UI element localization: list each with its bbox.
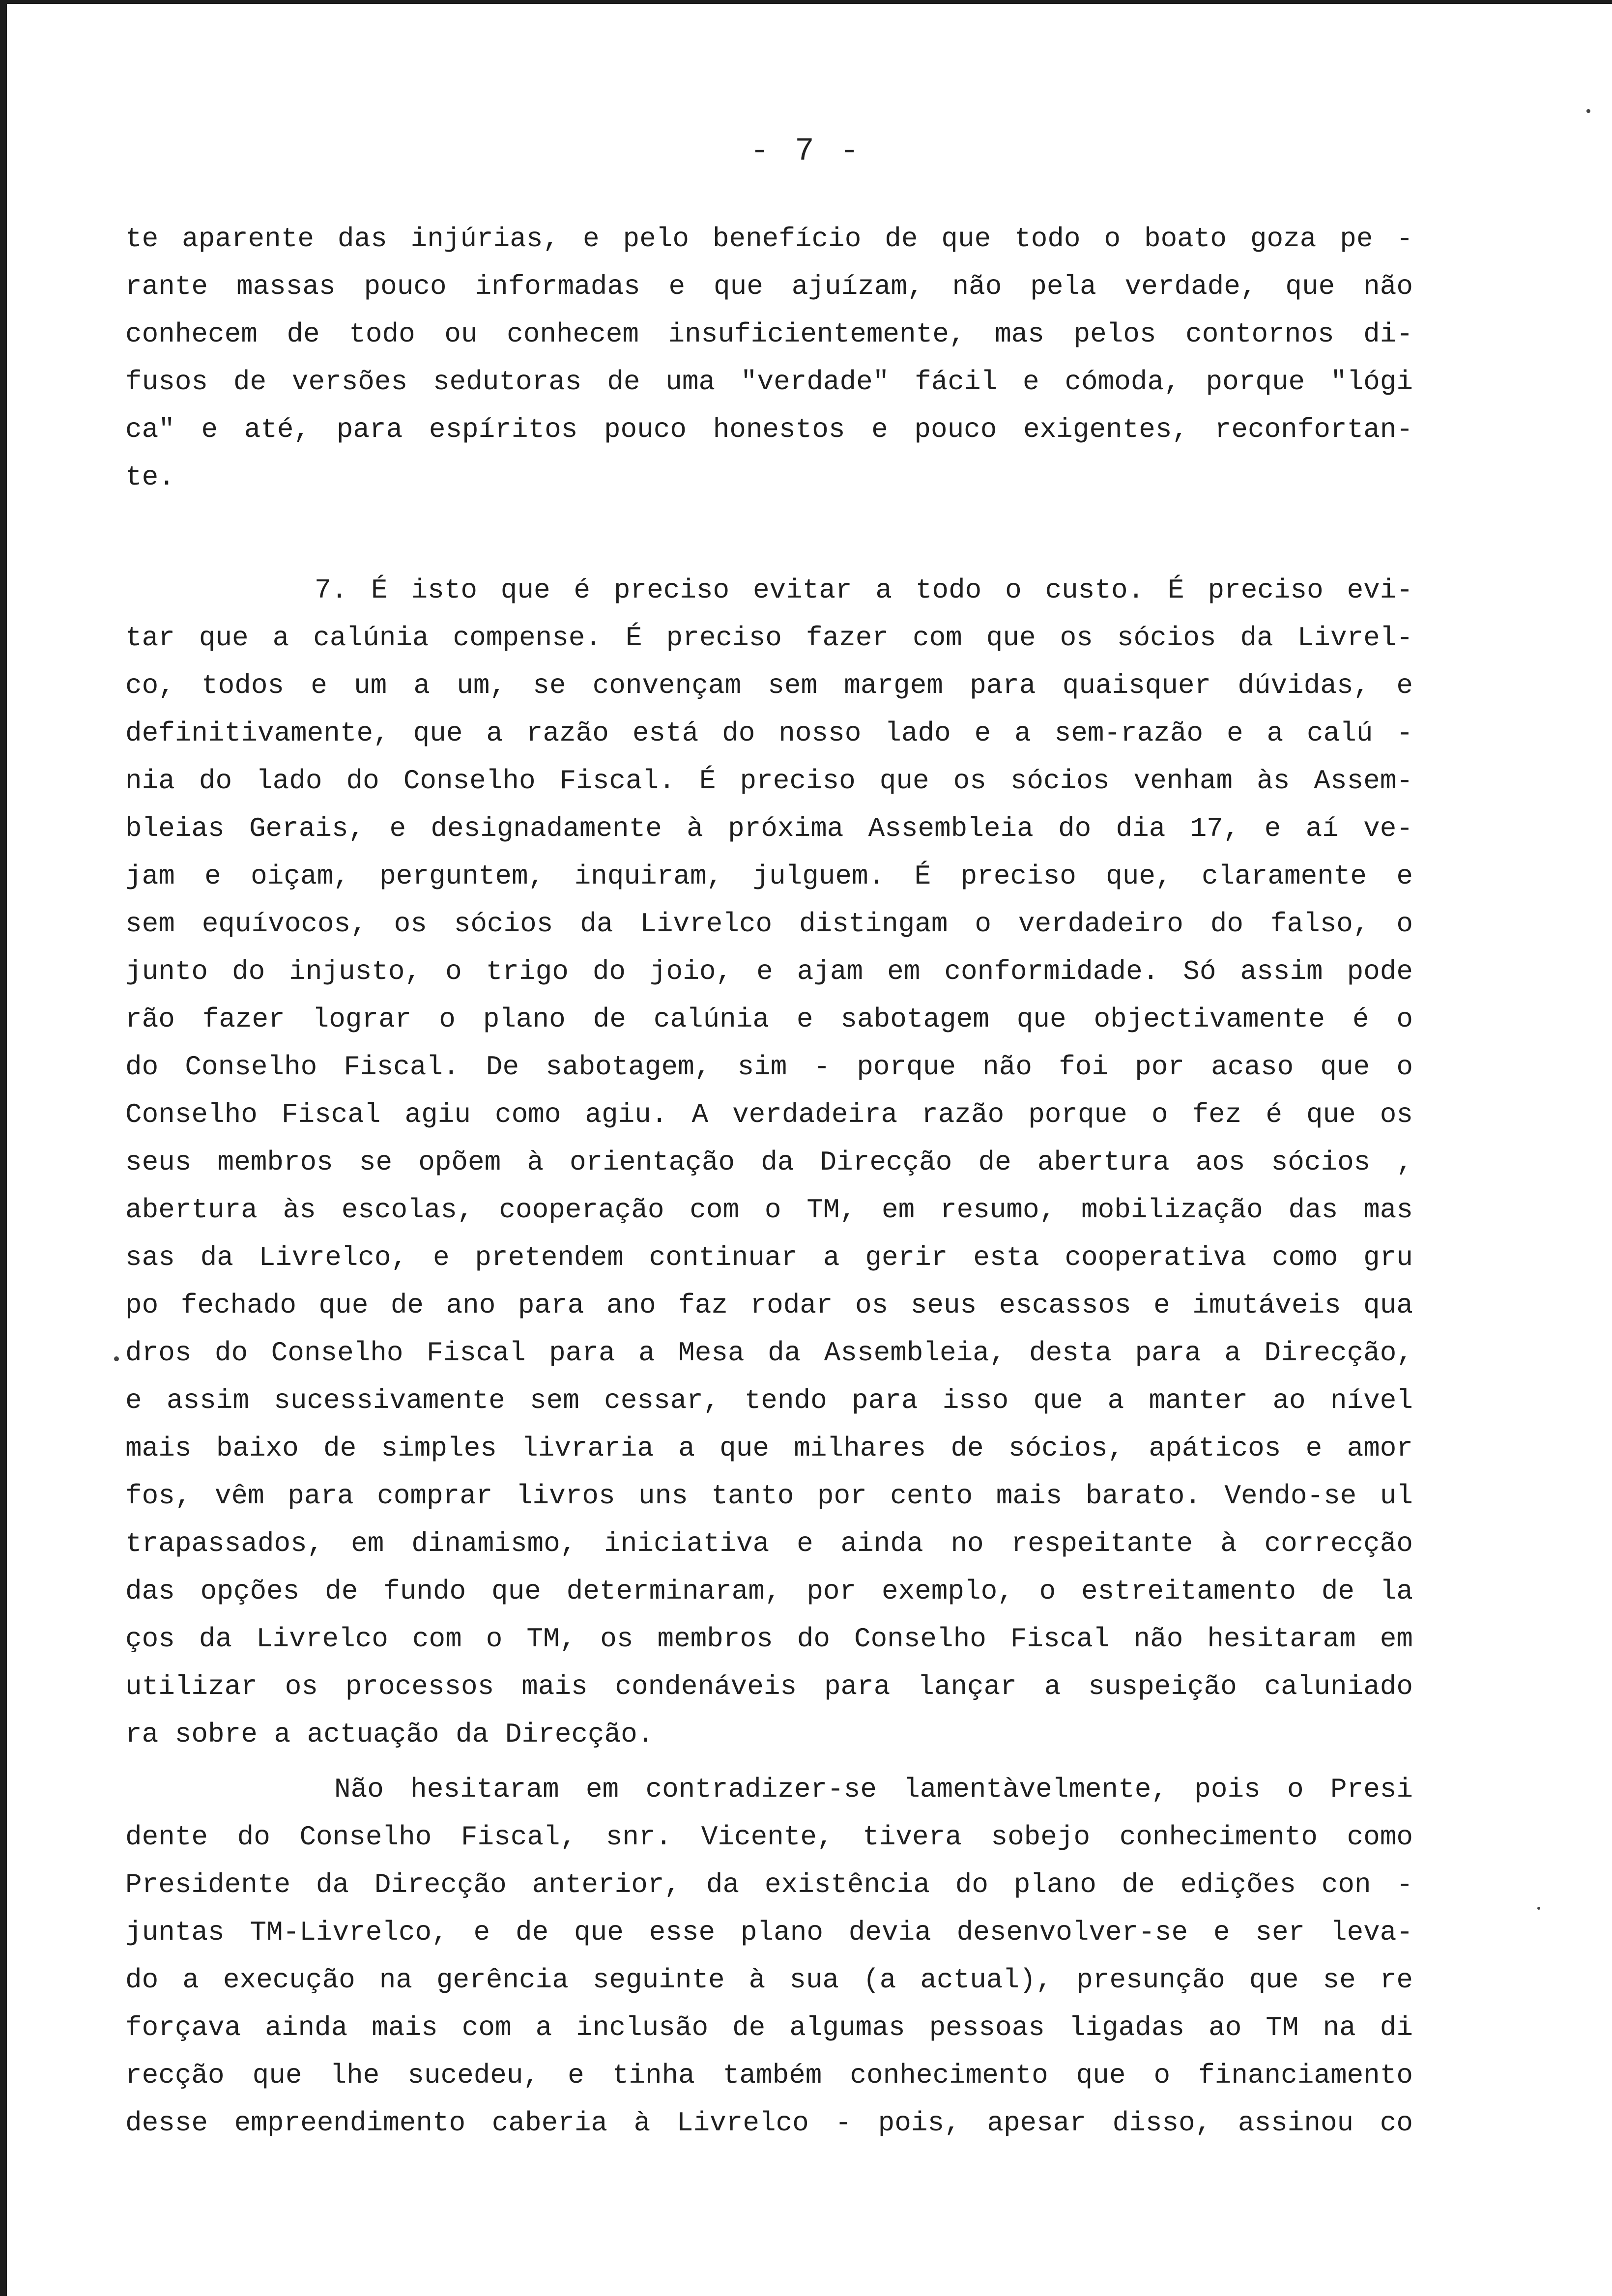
- text-line: sem equívocos, os sócios da Livrelco distingam o verdadeiro do falso, o: [125, 908, 1413, 940]
- text-line: fusos de versões sedutoras de uma "verdade" fácil e cómoda, porque "lógi: [125, 366, 1413, 398]
- scan-speck: [114, 1356, 119, 1361]
- text-line: po fechado que de ano para ano faz rodar os seus escassos e imutáveis qua: [125, 1290, 1413, 1321]
- text-line: bleias Gerais, e designadamente à próxima Assembleia do dia 17, e aí ve-: [125, 813, 1413, 844]
- text-line: conhecem de todo ou conhecem insuficientemente, mas pelos contornos di-: [125, 318, 1413, 350]
- text-line: recção que lhe sucedeu, e tinha também conhecimento que o financiamento: [125, 2060, 1413, 2091]
- text-line: te.: [125, 461, 175, 493]
- text-line: nia do lado do Conselho Fiscal. É preciso que os sócios venham às Assem-: [125, 765, 1413, 797]
- text-line: Conselho Fiscal agiu como agiu. A verdadeira razão porque o fez é que os: [125, 1099, 1413, 1130]
- text-line: trapassados, em dinamismo, iniciativa e ainda no respeitante à correcção: [125, 1528, 1413, 1559]
- text-line: juntas TM-Livrelco, e de que esse plano devia desenvolver-se e ser leva-: [125, 1917, 1413, 1948]
- text-line: desse empreendimento caberia à Livrelco - pois, apesar disso, assinou co: [125, 2107, 1413, 2139]
- text-line: utilizar os processos mais condenáveis para lançar a suspeição caluniado: [125, 1671, 1413, 1702]
- text-line: ra sobre a actuação da Direcção.: [125, 1719, 654, 1750]
- scan-edge-top: [0, 0, 1612, 4]
- text-line: das opções de fundo que determinaram, por exemplo, o estreitamento de la: [125, 1576, 1413, 1607]
- scan-edge-left: [0, 0, 7, 2296]
- text-line: junto do injusto, o trigo do joio, e ajam em conformidade. Só assim pode: [125, 956, 1413, 987]
- text-line: tar que a calúnia compense. É preciso fazer com que os sócios da Livrel-: [125, 622, 1413, 654]
- text-line: co, todos e um a um, se convençam sem margem para quaisquer dúvidas, e: [125, 670, 1413, 701]
- text-line: rão fazer lograr o plano de calúnia e sabotagem que objectivamente é o: [125, 1004, 1413, 1035]
- paragraph-start: 7. É isto que é preciso evitar a todo o custo. É preciso evi-: [315, 574, 1413, 606]
- text-line: rante massas pouco informadas e que ajuízam, não pela verdade, que não: [125, 271, 1413, 302]
- text-line: seus membros se opõem à orientação da Direcção de abertura aos sócios ,: [125, 1147, 1413, 1178]
- text-line: dros do Conselho Fiscal para a Mesa da Assembleia, desta para a Direcção,: [125, 1337, 1413, 1369]
- text-line: mais baixo de simples livraria a que milhares de sócios, apáticos e amor: [125, 1433, 1413, 1464]
- text-line: dente do Conselho Fiscal, snr. Vicente, tivera sobejo conhecimento como: [125, 1821, 1413, 1853]
- text-line: forçava ainda mais com a inclusão de algumas pessoas ligadas ao TM na di: [125, 2012, 1413, 2043]
- page-number: - 7 -: [749, 133, 863, 170]
- paragraph-start: Não hesitaram em contradizer-se lamentàvelmente, pois o Presi: [334, 1774, 1413, 1805]
- text-line: sas da Livrelco, e pretendem continuar a gerir esta cooperativa como gru: [125, 1242, 1413, 1273]
- text-line: ços da Livrelco com o TM, os membros do Conselho Fiscal não hesitaram em: [125, 1623, 1413, 1655]
- text-line: Presidente da Direcção anterior, da existência do plano de edições con -: [125, 1869, 1413, 1900]
- text-line: te aparente das injúrias, e pelo benefício de que todo o boato goza pe -: [125, 223, 1413, 255]
- text-line: definitivamente, que a razão está do nosso lado e a sem-razão e a calú -: [125, 718, 1413, 749]
- scan-speck: [1537, 1907, 1540, 1910]
- text-line: jam e oiçam, perguntem, inquiram, julguem. É preciso que, claramente e: [125, 861, 1413, 892]
- text-line: do Conselho Fiscal. De sabotagem, sim - porque não foi por acaso que o: [125, 1051, 1413, 1083]
- text-line: e assim sucessivamente sem cessar, tendo para isso que a manter ao nível: [125, 1385, 1413, 1416]
- text-line: do a execução na gerência seguinte à sua (a actual), presunção que se re: [125, 1964, 1413, 1996]
- text-line: ca" e até, para espíritos pouco honestos e pouco exigentes, reconfortan-: [125, 414, 1413, 445]
- scan-speck: [1586, 109, 1590, 113]
- text-line: fos, vêm para comprar livros uns tanto por cento mais barato. Vendo-se ul: [125, 1480, 1413, 1512]
- text-line: abertura às escolas, cooperação com o TM, em resumo, mobilização das mas: [125, 1194, 1413, 1226]
